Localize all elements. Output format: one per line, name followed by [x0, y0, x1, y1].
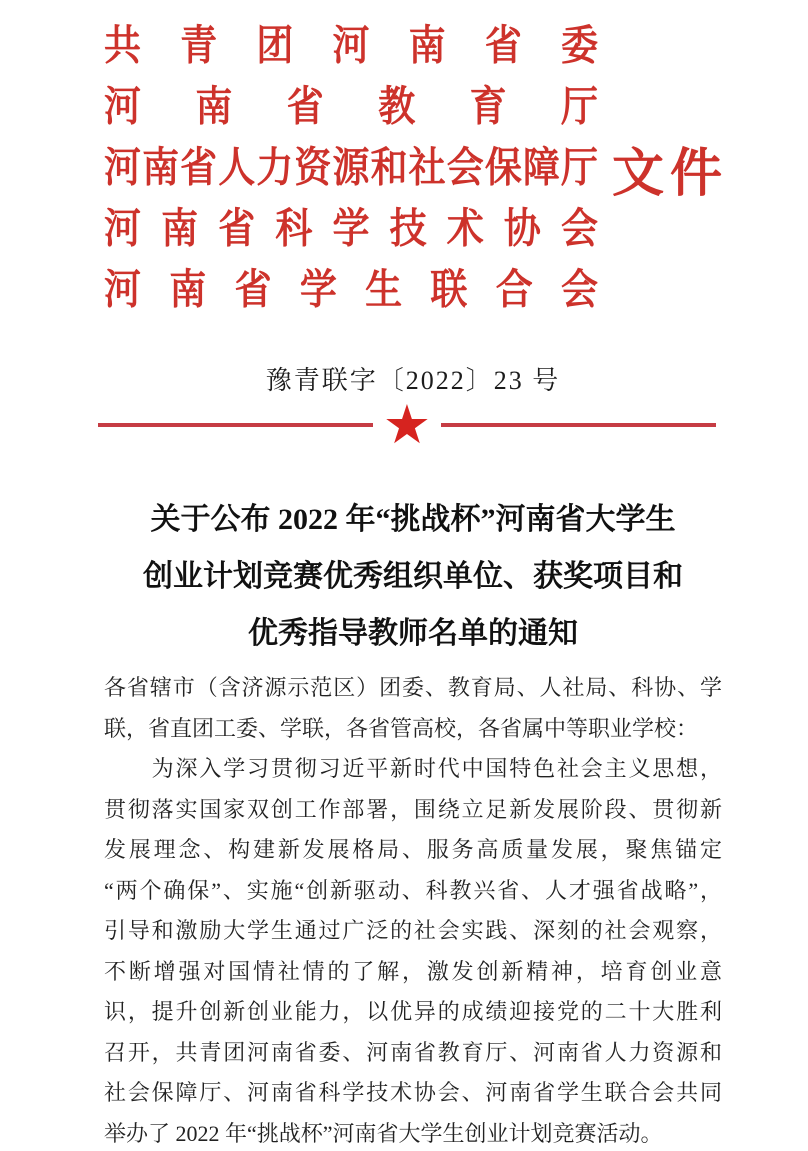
- agency-name: 共 青 团 河 南 省 委: [104, 23, 598, 70]
- body-line: 联，省直团工委、学联，各省管高校，各省属中等职业学校：: [104, 715, 699, 741]
- body-line: 举办了 2022 年“挑战杯”河南省大学生创业计划竞赛活动。: [104, 1120, 663, 1146]
- body-line: “两个确保”、实施“创新驱动、科教兴省、人才强省战略”，: [104, 877, 722, 903]
- body-line: 为深入学习贯彻习近平新时代中国特色社会主义思想，: [104, 756, 722, 781]
- title-line: 优秀指导教师名单的通知: [248, 617, 578, 650]
- issuing-agencies: [104, 16, 598, 321]
- body-line: 识，提升创新创业能力，以优异的成绩迎接党的二十大胜利: [104, 999, 722, 1024]
- body-line: 社会保障厅、河南省科学技术协会、河南省学生联合会共同: [104, 1080, 722, 1105]
- divider-line-left: [98, 423, 373, 427]
- body-line: 贯彻落实国家双创工作部署，围绕立足新发展阶段、贯彻新: [104, 796, 722, 822]
- agency-name: 河南省科学技术协会: [104, 206, 598, 253]
- letterhead: [0, 0, 808, 321]
- title-line: 创业计划竞赛优秀组织单位、获奖项目和: [143, 560, 683, 593]
- divider-line-right: [441, 423, 716, 427]
- agency-name: 河 南 省 学 生 联 合 会: [104, 267, 598, 314]
- agency-name: 河 南 省 教 育 厅: [104, 84, 598, 131]
- agency-name: 河南省人力资源和社会保障厅: [104, 145, 598, 192]
- body-line: 召开，共青团河南省委、河南省教育厅、河南省人力资源和: [104, 1039, 722, 1065]
- title-line: 关于公布 2022 年“挑战杯”河南省大学生: [150, 503, 676, 536]
- red-divider: [98, 393, 716, 456]
- document-type-label: 文件: [612, 146, 729, 203]
- body-line: 各省辖市（含济源示范区）团委、教育局、人社局、科协、学: [104, 675, 722, 700]
- body-line: 发展理念、构建新发展格局、服务高质量发展，聚焦锚定: [104, 837, 722, 862]
- document-number: 豫青联字〔2022〕23 号: [265, 366, 561, 395]
- document-content: [104, 363, 722, 1151]
- document-body: [104, 668, 722, 1151]
- body-line: 引导和激励大学生通过广泛的社会实践、深刻的社会观察，: [104, 918, 722, 943]
- star-icon: ★: [382, 393, 432, 456]
- document-title: [104, 491, 722, 662]
- body-line: 不断增强对国情社情的了解，激发创新精神，培育创业意: [104, 958, 722, 984]
